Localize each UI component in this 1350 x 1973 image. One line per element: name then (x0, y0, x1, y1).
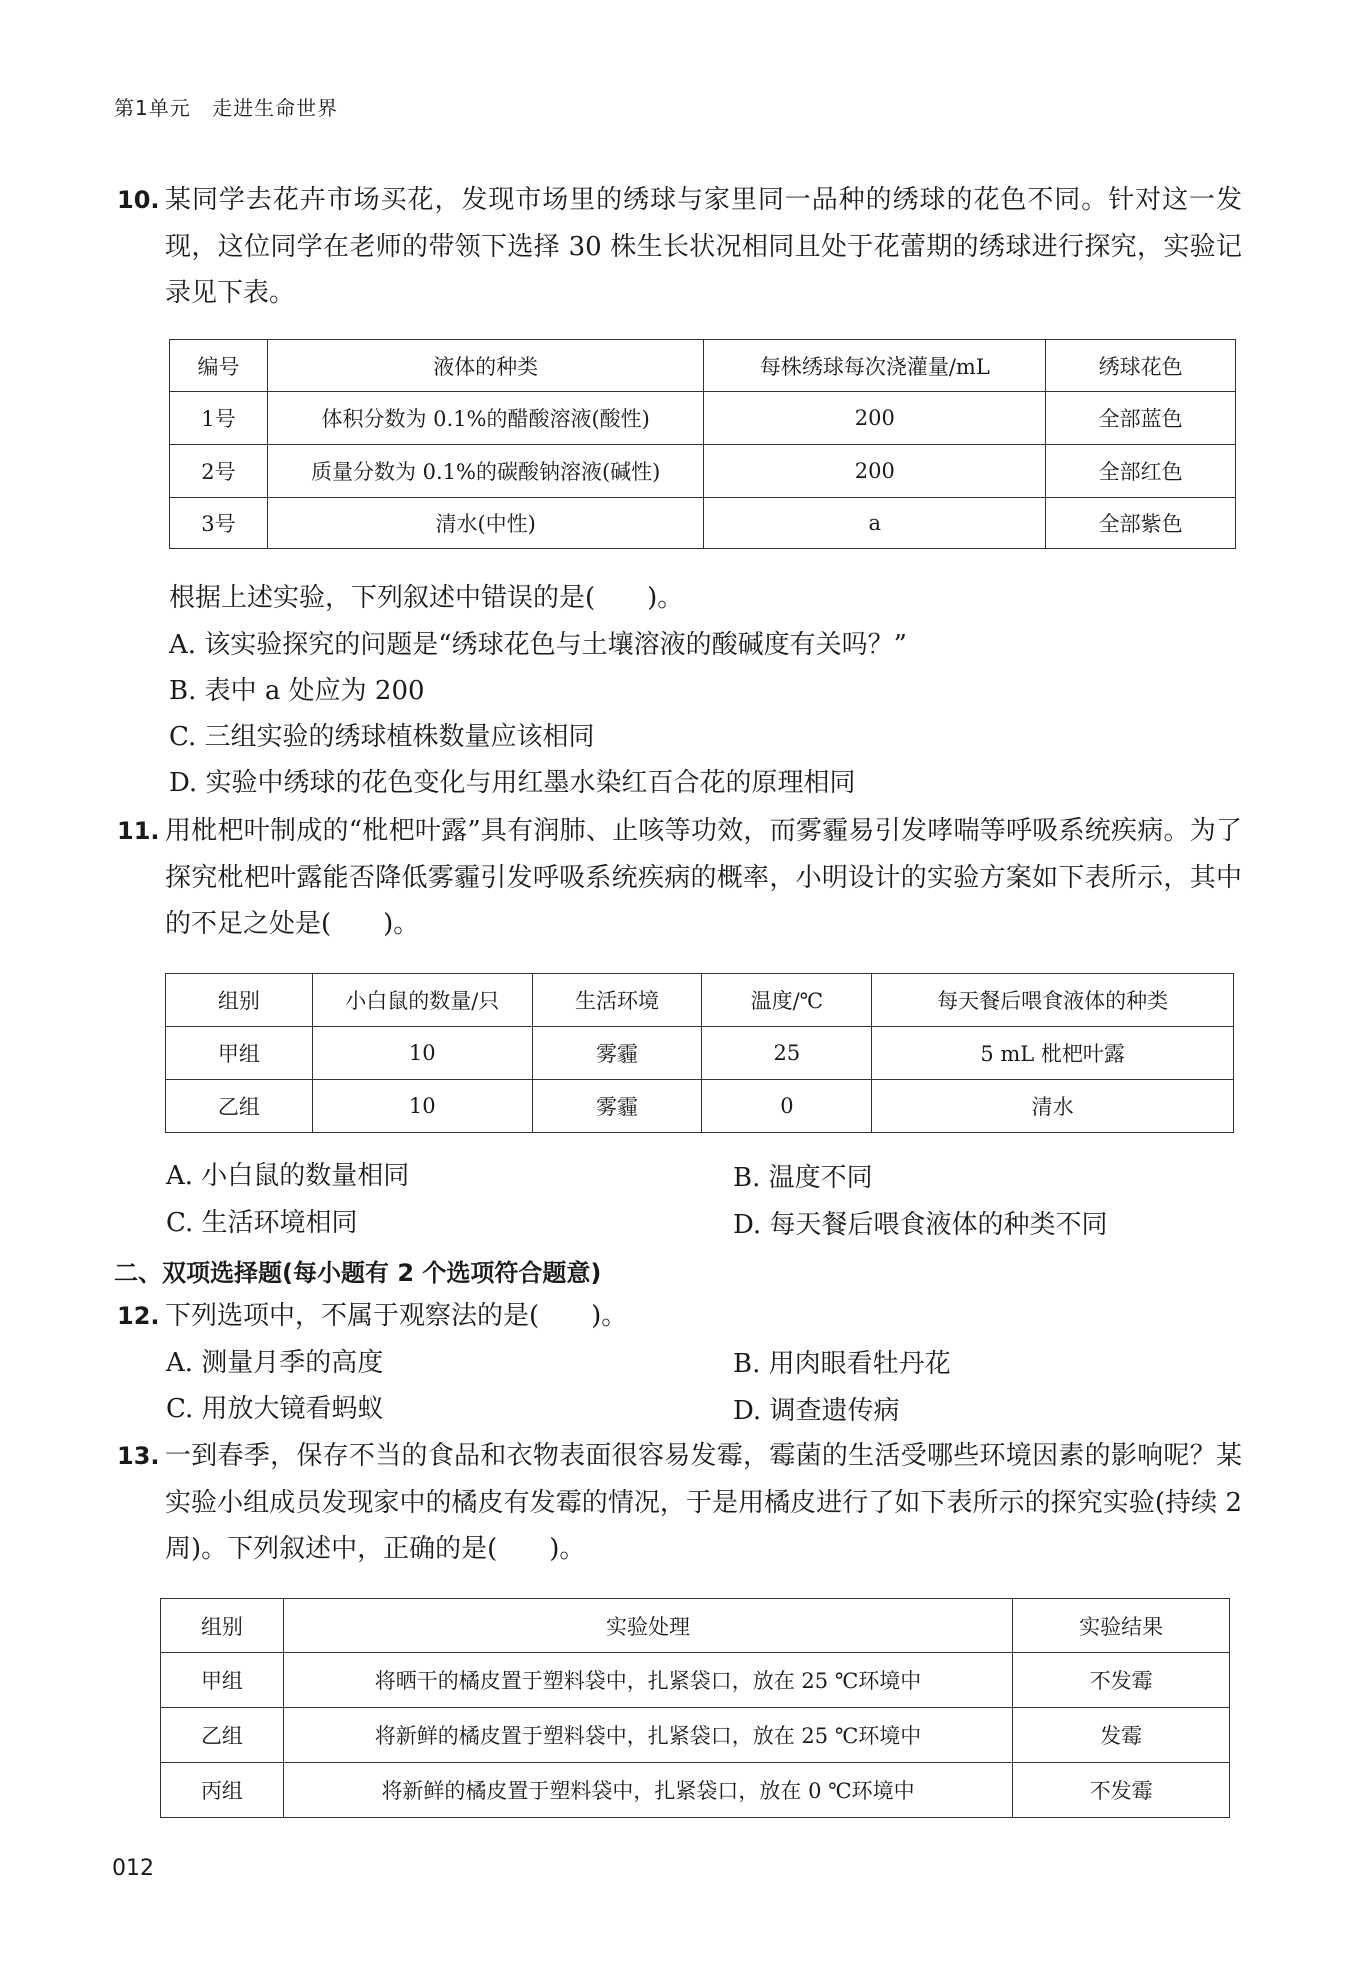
table-cell: 甲组 (161, 1653, 284, 1708)
table-header-cell: 每株绣球每次浇灌量/mL (704, 340, 1046, 392)
unit-label: 第1单元 (114, 96, 191, 120)
table-header-cell: 实验处理 (283, 1599, 1012, 1653)
table-row (166, 1027, 1234, 1080)
table-cell: 乙组 (166, 1080, 313, 1133)
option-d: D. 实验中绣球的花色变化与用红墨水染红百合花的原理相同 (169, 768, 856, 798)
option-d: D. 每天餐后喂食液体的种类不同 (733, 1210, 1108, 1240)
table-header-row (170, 340, 1236, 392)
question-text: 下列选项中，不属于观察法的是( )。 (165, 1301, 628, 1331)
table-row (161, 1653, 1230, 1708)
table-cell: 10 (312, 1027, 532, 1080)
table-header-cell: 小白鼠的数量/只 (312, 974, 532, 1027)
option-a: A. 测量月季的高度 (166, 1348, 384, 1378)
table-header-cell: 生活环境 (532, 974, 702, 1027)
table-header-cell: 绣球花色 (1046, 340, 1236, 392)
table-cell: 0 (702, 1080, 872, 1133)
table-cell: 乙组 (161, 1708, 284, 1763)
question-text: 某同学去花卉市场买花，发现市场里的绣球与家里同一品种的绣球的花色不同。针对这一发现，这位同学在老师的带领下选择 30 株生长状况相同且处于花蕾期的绣球进行探究，实验记录见下表。 (165, 185, 1242, 308)
table-cell: 质量分数为 0.1%的碳酸钠溶液(碱性) (267, 445, 704, 498)
table-row (161, 1763, 1230, 1818)
option-a: A. 小白鼠的数量相同 (166, 1161, 410, 1191)
table-cell: 将晒干的橘皮置于塑料袋中，扎紧袋口，放在 25 ℃环境中 (283, 1653, 1012, 1708)
table-cell: 将新鲜的橘皮置于塑料袋中，扎紧袋口，放在 0 ℃环境中 (283, 1763, 1012, 1818)
table-header-cell: 组别 (161, 1599, 284, 1653)
question-10 (117, 177, 1242, 317)
table-cell: 发霉 (1013, 1708, 1230, 1763)
table-row (170, 498, 1236, 549)
table-header-cell: 温度/℃ (702, 974, 872, 1027)
table-cell: 将新鲜的橘皮置于塑料袋中，扎紧袋口，放在 25 ℃环境中 (283, 1708, 1012, 1763)
table-header-row (161, 1599, 1230, 1653)
table-header-cell: 液体的种类 (267, 340, 704, 392)
unit-title: 走进生命世界 (212, 96, 339, 120)
section-heading: 二、双项选择题(每小题有 2 个选项符合题意) (114, 1259, 602, 1287)
table-header-row (166, 974, 1234, 1027)
table-row (170, 445, 1236, 498)
table-cell: 10 (312, 1080, 532, 1133)
question-text: 一到春季，保存不当的食品和衣物表面很容易发霉，霉菌的生活受哪些环境因素的影响呢？某实验小组成员发现家中的橘皮有发霉的情况，于是用橘皮进行了如下表所示的探究实验(持续 2 周)。下列叙述中，正确的是( )。 (165, 1441, 1242, 1564)
table-cell: 不发霉 (1013, 1653, 1230, 1708)
question-number: 10. (117, 186, 160, 214)
question-11 (117, 808, 1242, 948)
option-b: B. 表中 a 处应为 200 (169, 676, 425, 706)
table-cell: 25 (702, 1027, 872, 1080)
table-q10 (169, 339, 1236, 549)
question-number: 13. (117, 1442, 160, 1470)
question-text: 用枇杷叶制成的“枇杷叶露”具有润肺、止咳等功效，而雾霾易引发哮喘等呼吸系统疾病。为了探究枇杷叶露能否降低雾霾引发呼吸系统疾病的概率，小明设计的实验方案如下表所示，其中的不足之处是( )。 (165, 816, 1242, 939)
table-cell: 全部红色 (1046, 445, 1236, 498)
option-a: A. 该实验探究的问题是“绣球花色与土壤溶液的酸碱度有关吗？” (169, 630, 907, 660)
table-cell: 雾霾 (532, 1027, 702, 1080)
table-header-cell: 组别 (166, 974, 313, 1027)
table-cell: a (704, 498, 1046, 549)
page-number: 012 (112, 1856, 154, 1881)
option-c: C. 用放大镜看蚂蚁 (166, 1394, 384, 1424)
table-row (170, 392, 1236, 445)
question-number: 12. (117, 1302, 160, 1330)
table-cell: 不发霉 (1013, 1763, 1230, 1818)
table-row (161, 1708, 1230, 1763)
option-c: C. 三组实验的绣球植株数量应该相同 (169, 722, 595, 752)
table-cell: 2号 (170, 445, 268, 498)
table-q11 (165, 973, 1234, 1133)
option-b: B. 用肉眼看牡丹花 (733, 1349, 951, 1379)
option-d: D. 调查遗传病 (733, 1396, 900, 1426)
table-cell: 全部紫色 (1046, 498, 1236, 549)
table-cell: 丙组 (161, 1763, 284, 1818)
table-cell: 雾霾 (532, 1080, 702, 1133)
question-number: 11. (117, 817, 160, 845)
table-cell: 3号 (170, 498, 268, 549)
question-13 (117, 1433, 1242, 1573)
table-cell: 体积分数为 0.1%的醋酸溶液(酸性) (267, 392, 704, 445)
table-header-cell: 编号 (170, 340, 268, 392)
table-header-cell: 实验结果 (1013, 1599, 1230, 1653)
table-cell: 200 (704, 392, 1046, 445)
table-cell: 5 mL 枇杷叶露 (872, 1027, 1234, 1080)
table-cell: 全部蓝色 (1046, 392, 1236, 445)
table-header-cell: 每天餐后喂食液体的种类 (872, 974, 1234, 1027)
table-cell: 清水(中性) (267, 498, 704, 549)
table-q13 (160, 1598, 1230, 1818)
table-row (166, 1080, 1234, 1133)
page-header (114, 92, 352, 121)
question-12 (117, 1293, 1242, 1340)
table-cell: 清水 (872, 1080, 1234, 1133)
table-cell: 1号 (170, 392, 268, 445)
option-c: C. 生活环境相同 (166, 1208, 358, 1238)
option-b: B. 温度不同 (733, 1163, 873, 1193)
table-cell: 200 (704, 445, 1046, 498)
question-stem: 根据上述实验，下列叙述中错误的是( )。 (169, 583, 684, 613)
table-cell: 甲组 (166, 1027, 313, 1080)
